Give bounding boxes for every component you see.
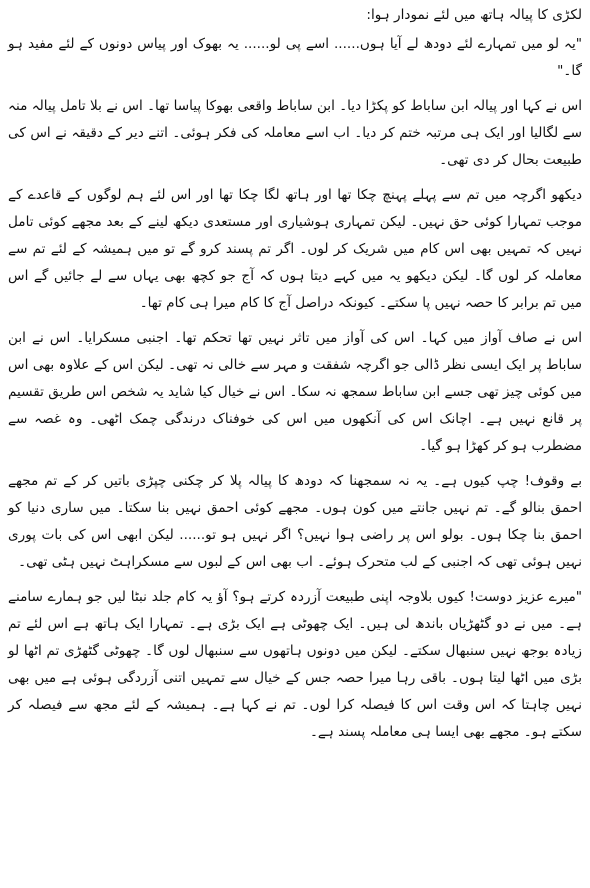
paragraph-6: بے وقوف! چپ کیوں ہے۔ یہ نہ سمجھنا کہ دودھ کا پیالہ پلا کر چکنی چپڑی باتیں کر کے تم مجھے احمق بنالو گے۔ تم نہیں جانتے میں کون ہوں۔ مجھے کوئی احمق نہیں بنا سکتا۔ میں ساری دنیا کو احمق بنا چکا ہوں۔ بولو اس پر راضی ہوا نہیں؟ اگر نہیں ہو تو...... لیکن ابھی اس کی بات پوری نہیں ہوئی تھی کہ اجنبی کے لب متحرک ہوئے۔ اب بھی اس کے لبوں سے مسکراہٹ نہیں ہٹی تھی۔ [8,473,582,570]
paragraph-4: دیکھو اگرچہ میں تم سے پہلے پہنچ چکا تھا اور ہاتھ لگا چکا تھا اور اس لئے ہم لوگوں کے قاعدے کے موجب تمہارا کوئی حق نہیں۔ لیکن تمہاری ہوشیاری اور مستعدی دیکھ لینے کے بعد مجھے کوئی تامل نہیں کہ تمہیں بھی اس کام میں شریک کر لوں۔ اگر تم پسند کرو گے تو میں ہمیشہ کے لئے تم سے معاملہ کر لوں گا۔ لیکن دیکھو یہ میں کہے دیتا ہوں کہ آج جو کچھ بھی یہاں سے لے جائیں گے اس میں تم برابر کا حصہ نہیں پا سکتے۔ کیونکہ دراصل آج کا کام میرا ہی کام تھا۔ [8,187,582,311]
paragraph-3: اس نے کہا اور پیالہ ابن ساباط کو پکڑا دیا۔ ابن ساباط واقعی بھوکا پیاسا تھا۔ اس نے بلا تامل پیالہ منہ سے لگالیا اور ایک ہی مرتبہ ختم کر دیا۔ اب اسے معاملہ کی فکر ہوئی۔ اتنے دیر کے دقیقہ نے اس کی طبیعت بحال کر دی تھی۔ [8,98,582,168]
paragraph-7: "میرے عزیز دوست! کیوں بلاوجہ اپنی طبیعت آزردہ کرتے ہو؟ آؤ یہ کام جلد نبٹا لیں جو ہمارے سامنے ہے۔ میں نے دو گٹھڑیاں باندھ لی ہیں۔ ایک چھوٹی ہے ایک بڑی ہے۔ تمہارا ایک ہاتھ ہے اس لئے تم زیادہ بوجھ نہیں سنبھال سکتے۔ لیکن میں دونوں ہاتھوں سے سنبھال لوں گا۔ چھوٹی گٹھڑی تم اٹھا لو بڑی میں اٹھا لیتا ہوں۔ باقی رہا میرا حصہ جس کے خیال سے تمہیں اتنی آزردگی ہوئی ہے میں بھی نہیں چاہتا کہ اس وقت اس کا فیصلہ کرا لوں۔ تم نے کہا ہے۔ ہمیشہ کے لئے مجھ سے فیصلہ کر سکتے ہو۔ مجھے بھی ایسا ہی معاملہ پسند ہے۔ [8,589,582,740]
paragraph-1: لکڑی کا پیالہ ہاتھ میں لئے نمودار ہوا: [366,7,582,23]
paragraph-2: "یہ لو میں تمہارے لئے دودھ لے آیا ہوں...... اسے پی لو...... یہ بھوک اور پیاس دونوں کے لئے مفید ہو گا۔" [8,36,582,79]
paragraph-5: اس نے صاف آواز میں کہا۔ اس کی آواز میں تاثر نہیں تھا تحکم تھا۔ اجنبی مسکرایا۔ اس نے ابن ساباط پر ایک ایسی نظر ڈالی جو اگرچہ شفقت و مہر سے خالی نہ تھی۔ لیکن اس کے علاوہ بھی اس میں کوئی چیز تھی جسے ابن ساباط سمجھ نہ سکا۔ اس نے خیال کیا شاید یہ شخص اس طریق تقسیم پر قانع نہیں ہے۔ اچانک اس کی آنکھوں میں اس کی خوفناک درندگی چمک اٹھی۔ وہ غصہ سے مضطرب ہو کر کھڑا ہو گیا۔ [8,330,582,454]
